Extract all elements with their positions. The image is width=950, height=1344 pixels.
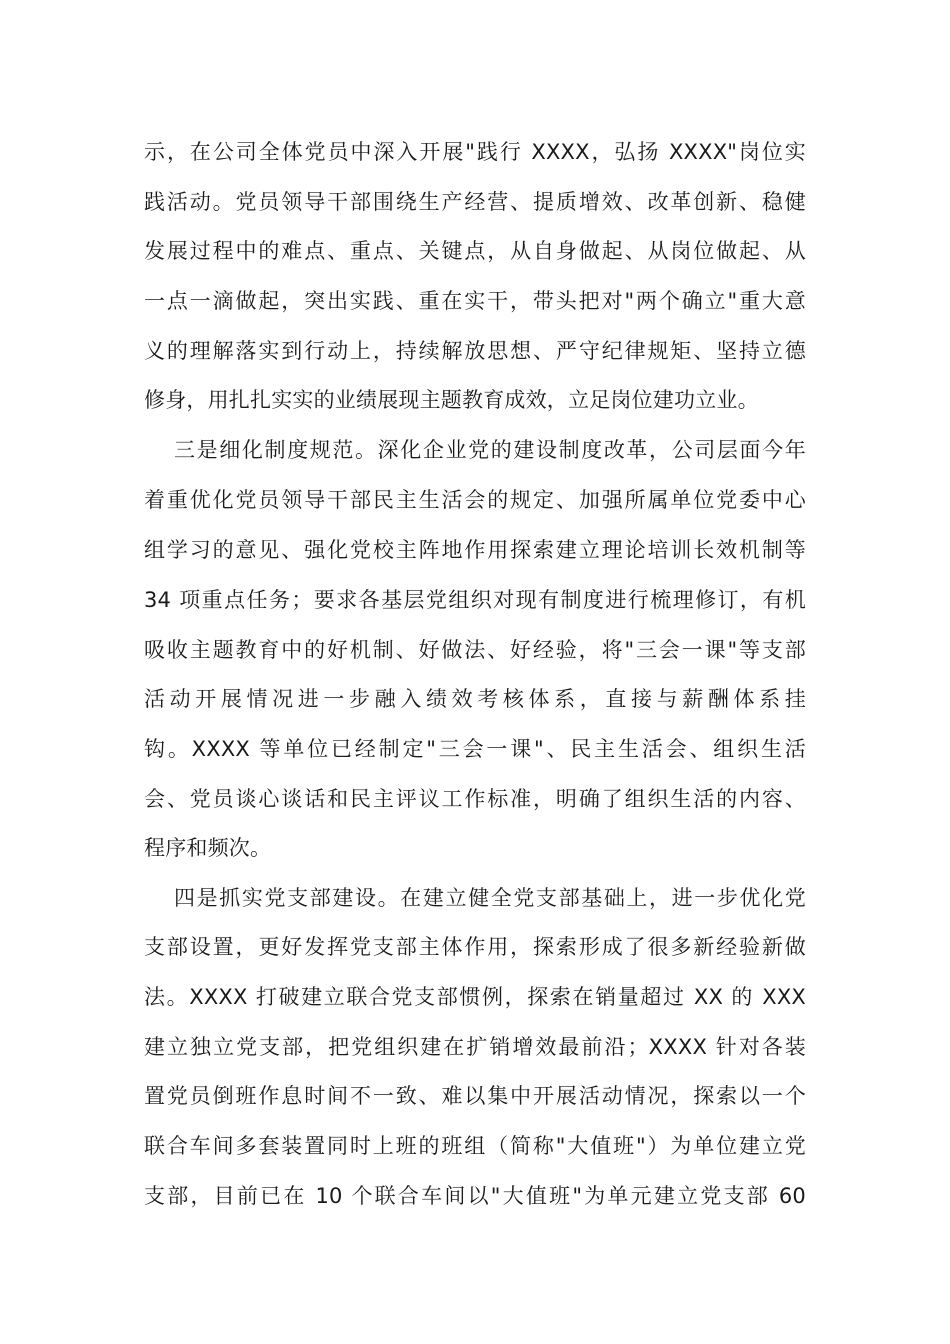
paragraph-line: 发展过程中的难点、重点、关键点，从自身做起、从岗位做起、从 <box>144 239 806 263</box>
paragraph-first-line: 四是抓实党支部建设。在建立健全党支部基础上，进一步优化党 <box>174 886 806 910</box>
paragraph-line: 钩。XXXX 等单位已经制定"三会一课"、民主生活会、组织生活 <box>144 737 806 761</box>
paragraph-line: 活动开展情况进一步融入绩效考核体系，直接与薪酬体系挂 <box>144 687 806 711</box>
paragraph-line: 法。XXXX 打破建立联合党支部惯例，探索在销量超过 XX 的 XXX <box>144 985 806 1009</box>
paragraph-line: 一点一滴做起，突出实践、重在实干，带头把对"两个确立"重大意 <box>144 289 806 313</box>
paragraph-line: 34 项重点任务；要求各基层党组织对现有制度进行梳理修订，有机 <box>144 588 806 612</box>
paragraph-line: 践活动。党员领导干部围绕生产经营、提质增效、改革创新、稳健 <box>144 190 806 214</box>
paragraph-line: 程序和频次。 <box>144 836 272 860</box>
paragraph-line: 置党员倒班作息时间不一致、难以集中开展活动情况，探索以一个 <box>144 1084 806 1108</box>
paragraph-line: 支部，目前已在 10 个联合车间以"大值班"为单元建立党支部 60 <box>144 1184 806 1208</box>
paragraph-line: 示，在公司全体党员中深入开展"践行 XXXX，弘扬 XXXX"岗位实 <box>144 140 806 164</box>
paragraph-line: 吸收主题教育中的好机制、好做法、好经验，将"三会一课"等支部 <box>144 638 806 662</box>
paragraph-first-line: 三是细化制度规范。深化企业党的建设制度改革，公司层面今年 <box>174 438 806 462</box>
paragraph-line: 义的理解落实到行动上，持续解放思想、严守纪律规矩、坚持立德 <box>144 339 806 363</box>
paragraph-line: 着重优化党员领导干部民主生活会的规定、加强所属单位党委中心 <box>144 488 806 512</box>
paragraph-line: 建立独立党支部，把党组织建在扩销增效最前沿；XXXX 针对各装 <box>144 1035 806 1059</box>
paragraph-line: 支部设置，更好发挥党支部主体作用，探索形成了很多新经验新做 <box>144 935 806 959</box>
paragraph-line: 组学习的意见、强化党校主阵地作用探索建立理论培训长效机制等 <box>144 538 806 562</box>
paragraph-line: 联合车间多套装置同时上班的班组（简称"大值班"）为单位建立党 <box>144 1134 806 1158</box>
paragraph-line: 修身，用扎扎实实的业绩展现主题教育成效，立足岗位建功立业。 <box>144 388 759 412</box>
paragraph-line: 会、党员谈心谈话和民主评议工作标准，明确了组织生活的内容、 <box>144 787 806 811</box>
